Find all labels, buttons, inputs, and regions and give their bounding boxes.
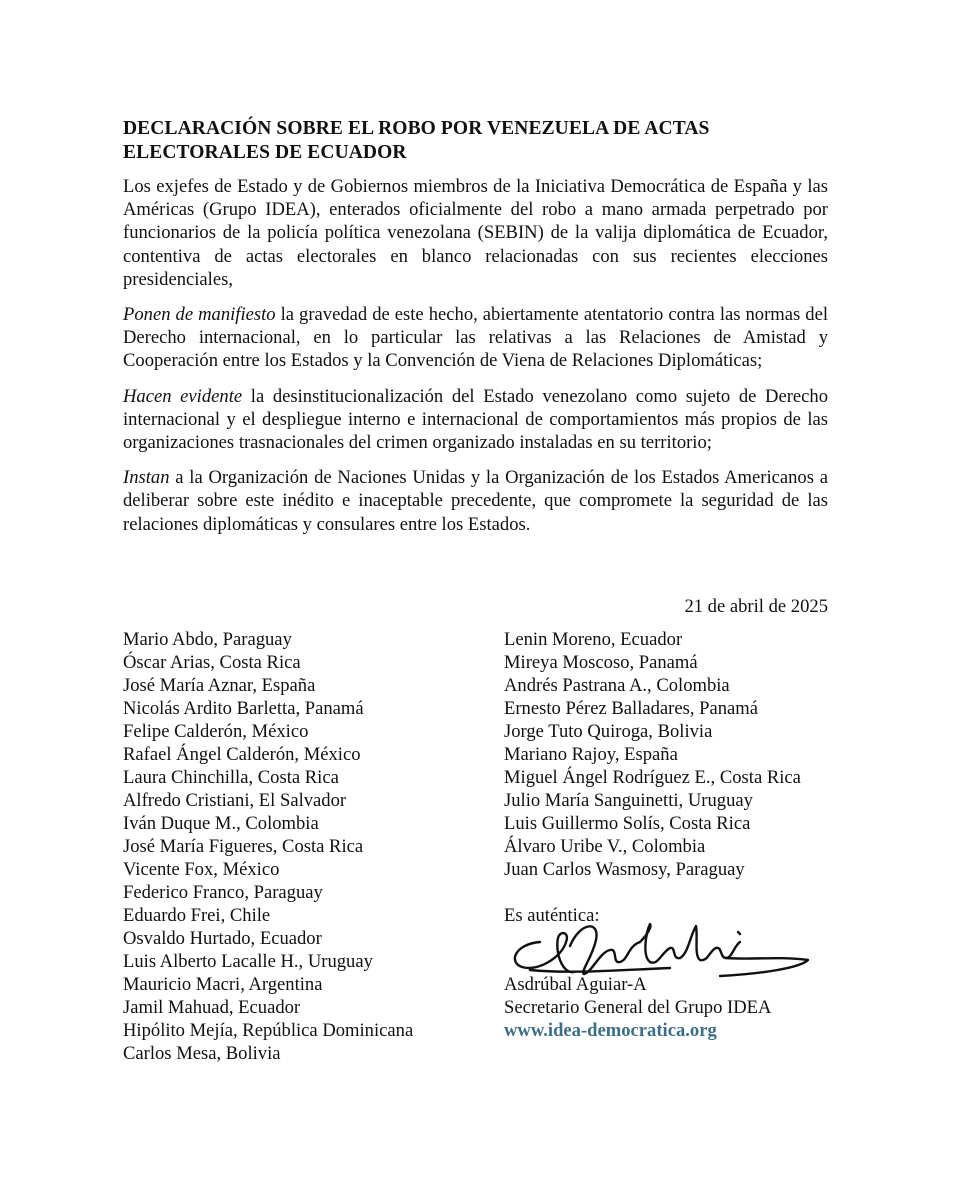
signatories-right-column bbox=[504, 628, 844, 881]
signatory: Álvaro Uribe V., Colombia bbox=[504, 836, 706, 857]
paragraph-lead: Instan bbox=[123, 467, 170, 489]
signatory: Osvaldo Hurtado, Ecuador bbox=[123, 928, 322, 949]
signatory: Luis Guillermo Solís, Costa Rica bbox=[504, 813, 751, 834]
signatory: Lenin Moreno, Ecuador bbox=[504, 629, 683, 650]
signatory: Mauricio Macri, Argentina bbox=[123, 974, 323, 995]
signatory: Ernesto Pérez Balladares, Panamá bbox=[504, 698, 759, 719]
paragraph-text: Los exjefes de Estado y de Gobiernos miembros de la Iniciativa Democrática de España y las Américas (Grupo IDEA), enterados oficialmente del robo a mano armada perpetrado por funcionarios de la policía política venezolana (SEBIN) de la valija diplomática de Ecuador, contentiva de actas electorales en blanco relacionadas con sus recientes elecciones presidenciales, bbox=[123, 176, 828, 290]
paragraph-intro bbox=[123, 175, 828, 291]
signatory: Rafael Ángel Calderón, México bbox=[123, 744, 361, 765]
signatory: José María Aznar, España bbox=[123, 675, 316, 696]
signatory: Jamil Mahuad, Ecuador bbox=[123, 997, 301, 1018]
paragraph-ponen bbox=[123, 303, 828, 373]
signatory: Juan Carlos Wasmosy, Paraguay bbox=[504, 859, 745, 880]
signatory: Mariano Rajoy, España bbox=[504, 744, 678, 765]
document-date: 21 de abril de 2025 bbox=[684, 596, 828, 617]
authentication-role: Secretario General del Grupo IDEA bbox=[504, 997, 772, 1018]
paragraph-text: la desinstitucionalización del Estado venezolano como sujeto de Derecho internacional y el despliegue interno e internacional de comportamientos más propios de las organizaciones trasnacionales del crimen organizado instaladas en su territorio; bbox=[123, 385, 828, 454]
signatory: Felipe Calderón, México bbox=[123, 721, 309, 742]
signatory: Iván Duque M., Colombia bbox=[123, 813, 319, 834]
signatory: Laura Chinchilla, Costa Rica bbox=[123, 767, 339, 788]
signatory: Óscar Arias, Costa Rica bbox=[123, 652, 301, 673]
signatory: José María Figueres, Costa Rica bbox=[123, 836, 364, 857]
signatory: Jorge Tuto Quiroga, Bolivia bbox=[504, 721, 713, 742]
authentication-label: Es auténtica: bbox=[504, 905, 600, 926]
signatory: Carlos Mesa, Bolivia bbox=[123, 1043, 281, 1064]
document-title: DECLARACIÓN SOBRE EL ROBO POR VENEZUELA DE ACTAS ELECTORALES DE ECUADOR bbox=[123, 118, 710, 163]
signatory: Vicente Fox, México bbox=[123, 859, 280, 880]
declaration-body bbox=[123, 175, 828, 548]
signatory: Julio María Sanguinetti, Uruguay bbox=[504, 790, 753, 811]
signatory: Mireya Moscoso, Panamá bbox=[504, 652, 698, 673]
paragraph-text: a la Organización de Naciones Unidas y la Organización de los Estados Americanos a deliberar sobre este inédito e inaceptable precedente, que compromete la seguridad de las relaciones diplomáticas y consulares entre los Estados. bbox=[123, 467, 828, 535]
signatories-left-column bbox=[123, 628, 493, 1065]
authentication-name: Asdrúbal Aguiar-A bbox=[504, 974, 647, 995]
signatory: Hipólito Mejía, República Dominicana bbox=[123, 1020, 414, 1041]
paragraph-text: la gravedad de este hecho, abiertamente atentatorio contra las normas del Derecho internacional, en lo particular las relativas a las Relaciones de Amistad y Cooperación entre los Estados y la Convención de Viena de Relaciones Diplomáticas; bbox=[123, 304, 828, 372]
signatory: Eduardo Frei, Chile bbox=[123, 905, 271, 926]
signatory: Alfredo Cristiani, El Salvador bbox=[123, 790, 347, 811]
signatory: Andrés Pastrana A., Colombia bbox=[504, 675, 730, 696]
signatory: Miguel Ángel Rodríguez E., Costa Rica bbox=[504, 767, 801, 788]
paragraph-lead: Ponen de manifiesto bbox=[123, 304, 276, 326]
signatory: Nicolás Ardito Barletta, Panamá bbox=[123, 698, 364, 719]
website-link[interactable]: www.idea-democratica.org bbox=[504, 1020, 717, 1041]
paragraph-lead: Hacen evidente bbox=[123, 385, 243, 407]
paragraph-hacen bbox=[123, 385, 828, 455]
signatory: Federico Franco, Paraguay bbox=[123, 882, 323, 903]
signatory: Luis Alberto Lacalle H., Uruguay bbox=[123, 951, 373, 972]
paragraph-instan bbox=[123, 466, 828, 536]
signatory: Mario Abdo, Paraguay bbox=[123, 629, 292, 650]
